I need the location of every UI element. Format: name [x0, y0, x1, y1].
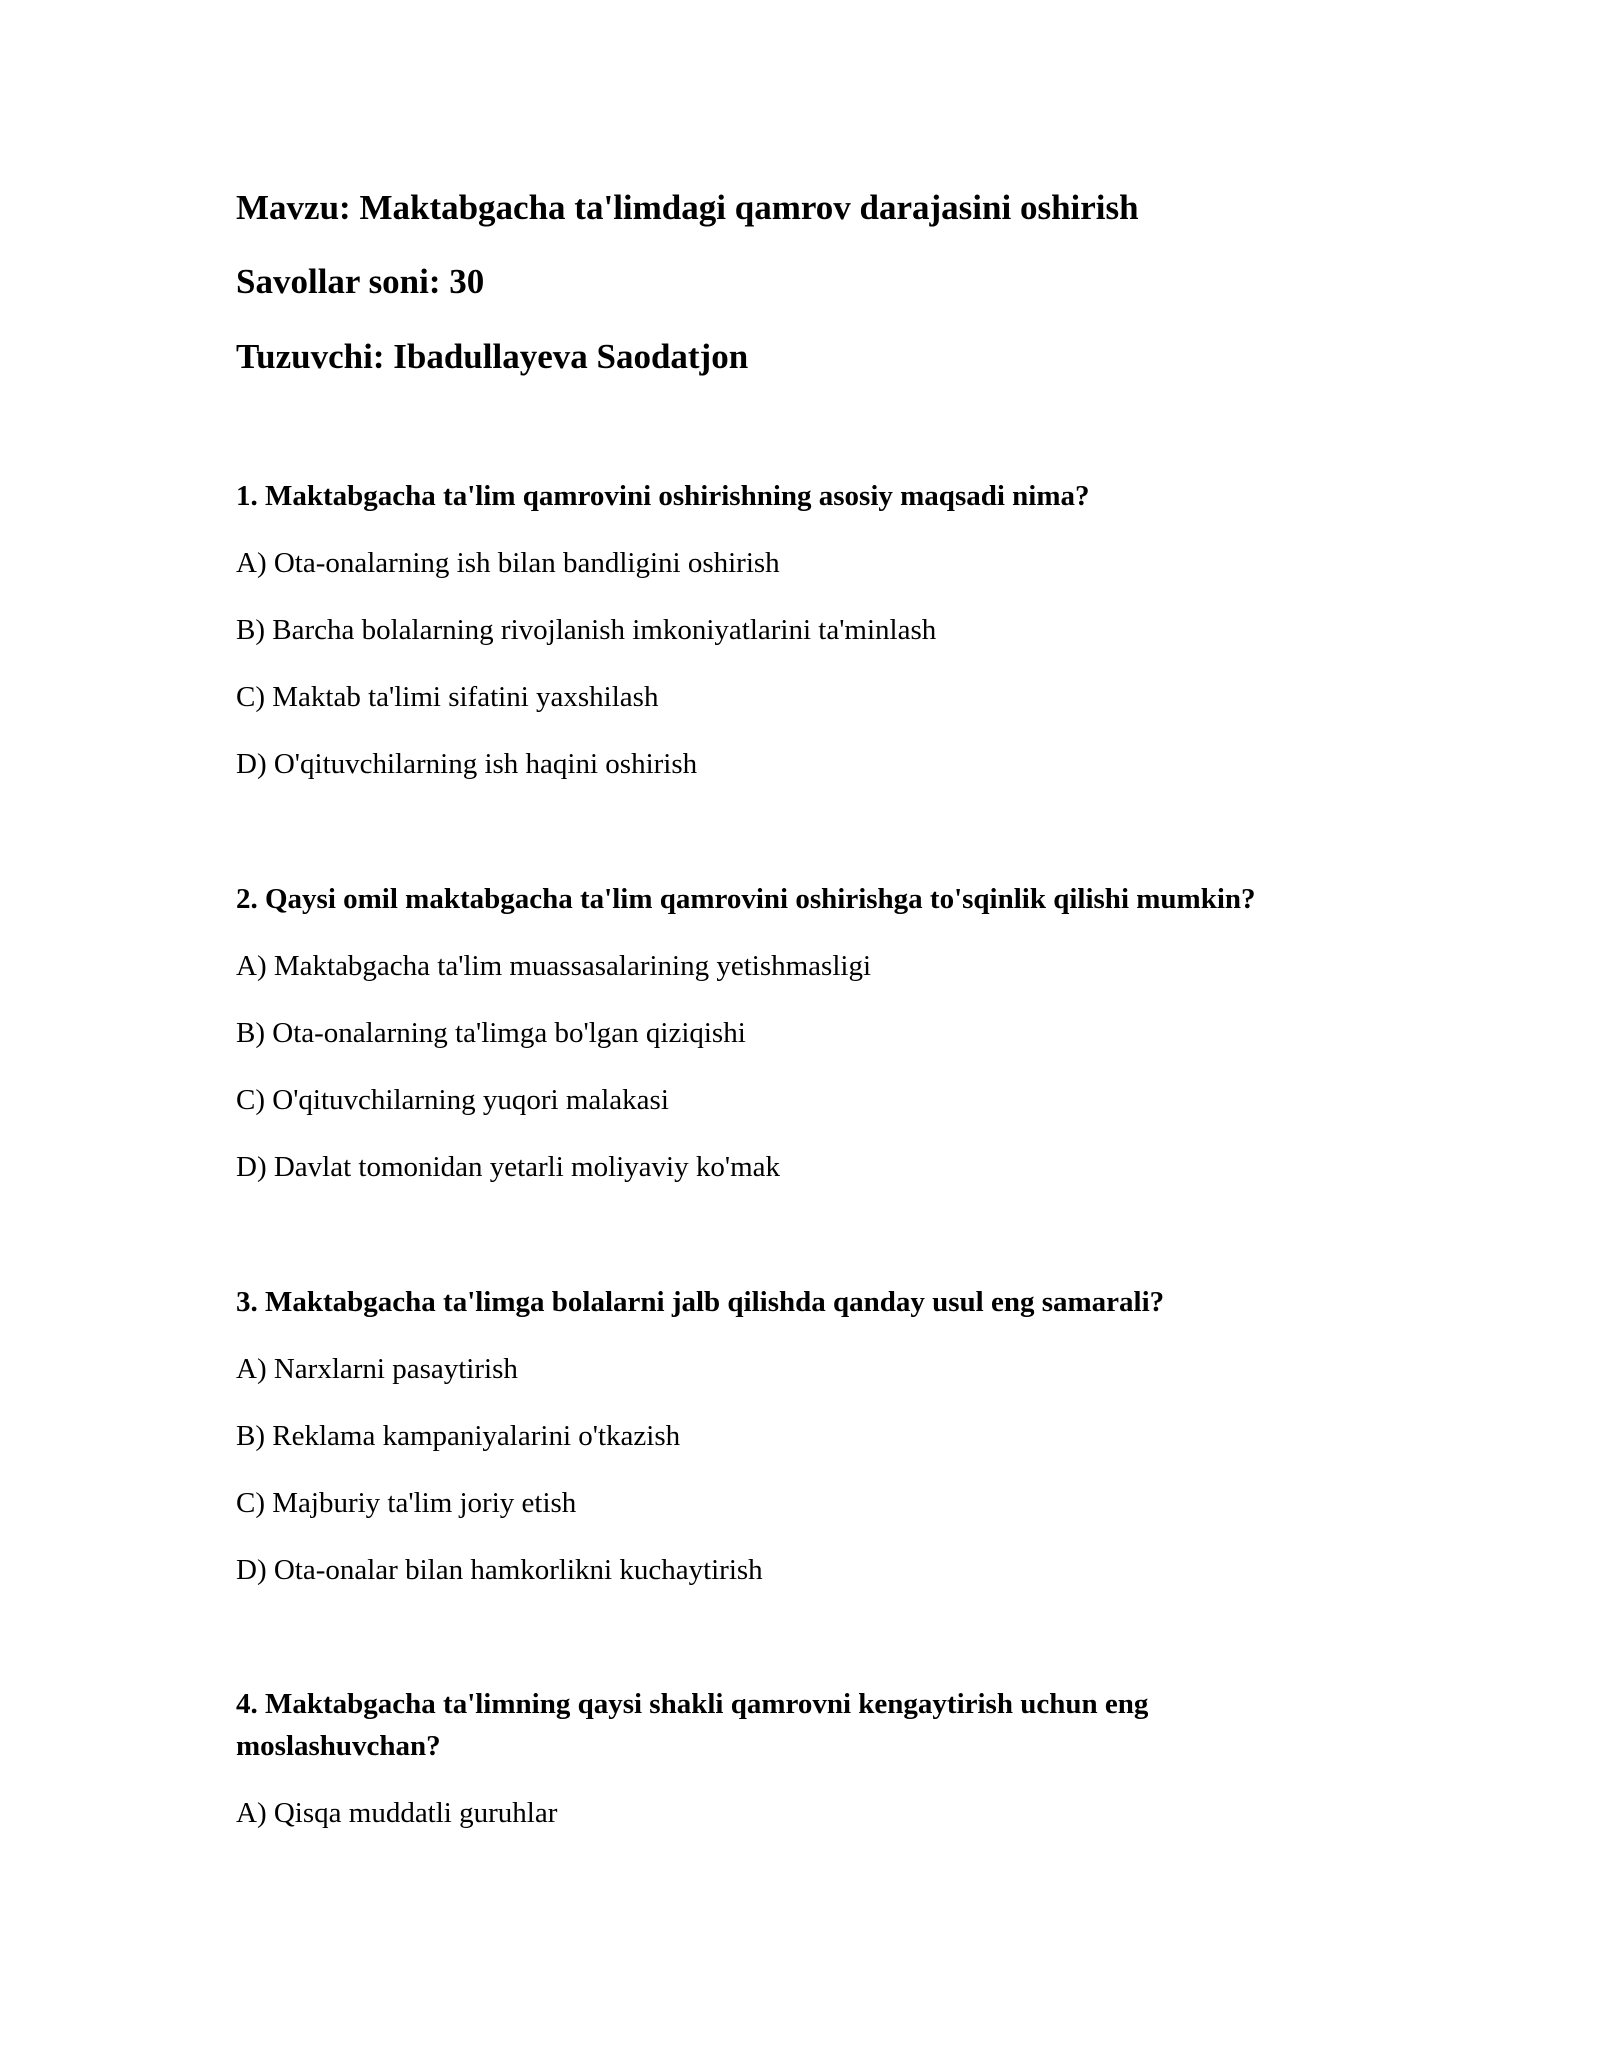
option-b: B) Barcha bolalarning rivojlanish imkoniyatlarini ta'minlash [236, 614, 937, 646]
option-a: A) Ota-onalarning ish bilan bandligini oshirish [236, 547, 780, 579]
option-d: D) O'qituvchilarning ish haqini oshirish [236, 748, 698, 780]
question-text: 3. Maktabgacha ta'limga bolalarni jalb qilishda qanday usul eng samarali? [236, 1286, 1165, 1318]
option-c: C) O'qituvchilarning yuqori malakasi [236, 1084, 669, 1116]
question-text: 4. Maktabgacha ta'limning qaysi shakli qamrovni kengaytirish uchun eng moslashuvchan? [236, 1688, 1149, 1762]
author-line: Tuzuvchi: Ibadullayeva Saodatjon [236, 337, 749, 376]
question-3 [236, 1281, 1366, 1323]
option-a: A) Maktabgacha ta'lim muassasalarining yetishmasligi [236, 950, 872, 982]
question-2 [236, 878, 1366, 920]
option-a: A) Narxlarni pasaytirish [236, 1353, 518, 1385]
question-text: 2. Qaysi omil maktabgacha ta'lim qamrovini oshirishga to'sqinlik qilishi mumkin? [236, 883, 1256, 915]
option-c: C) Maktab ta'limi sifatini yaxshilash [236, 681, 659, 713]
question-count: Savollar soni: 30 [236, 262, 485, 301]
option-c: C) Majburiy ta'lim joriy etish [236, 1487, 577, 1519]
topic-heading: Mavzu: Maktabgacha ta'limdagi qamrov darajasini oshirish [236, 188, 1139, 227]
option-a: A) Qisqa muddatli guruhlar [236, 1797, 558, 1829]
question-4 [236, 1683, 1236, 1767]
option-b: B) Reklama kampaniyalarini o'tkazish [236, 1420, 681, 1452]
option-d: D) Davlat tomonidan yetarli moliyaviy ko'mak [236, 1151, 781, 1183]
question-text: 1. Maktabgacha ta'lim qamrovini oshirishning asosiy maqsadi nima? [236, 480, 1090, 512]
option-d: D) Ota-onalar bilan hamkorlikni kuchaytirish [236, 1554, 763, 1586]
question-1 [236, 475, 1366, 517]
option-b: B) Ota-onalarning ta'limga bo'lgan qiziqishi [236, 1017, 746, 1049]
